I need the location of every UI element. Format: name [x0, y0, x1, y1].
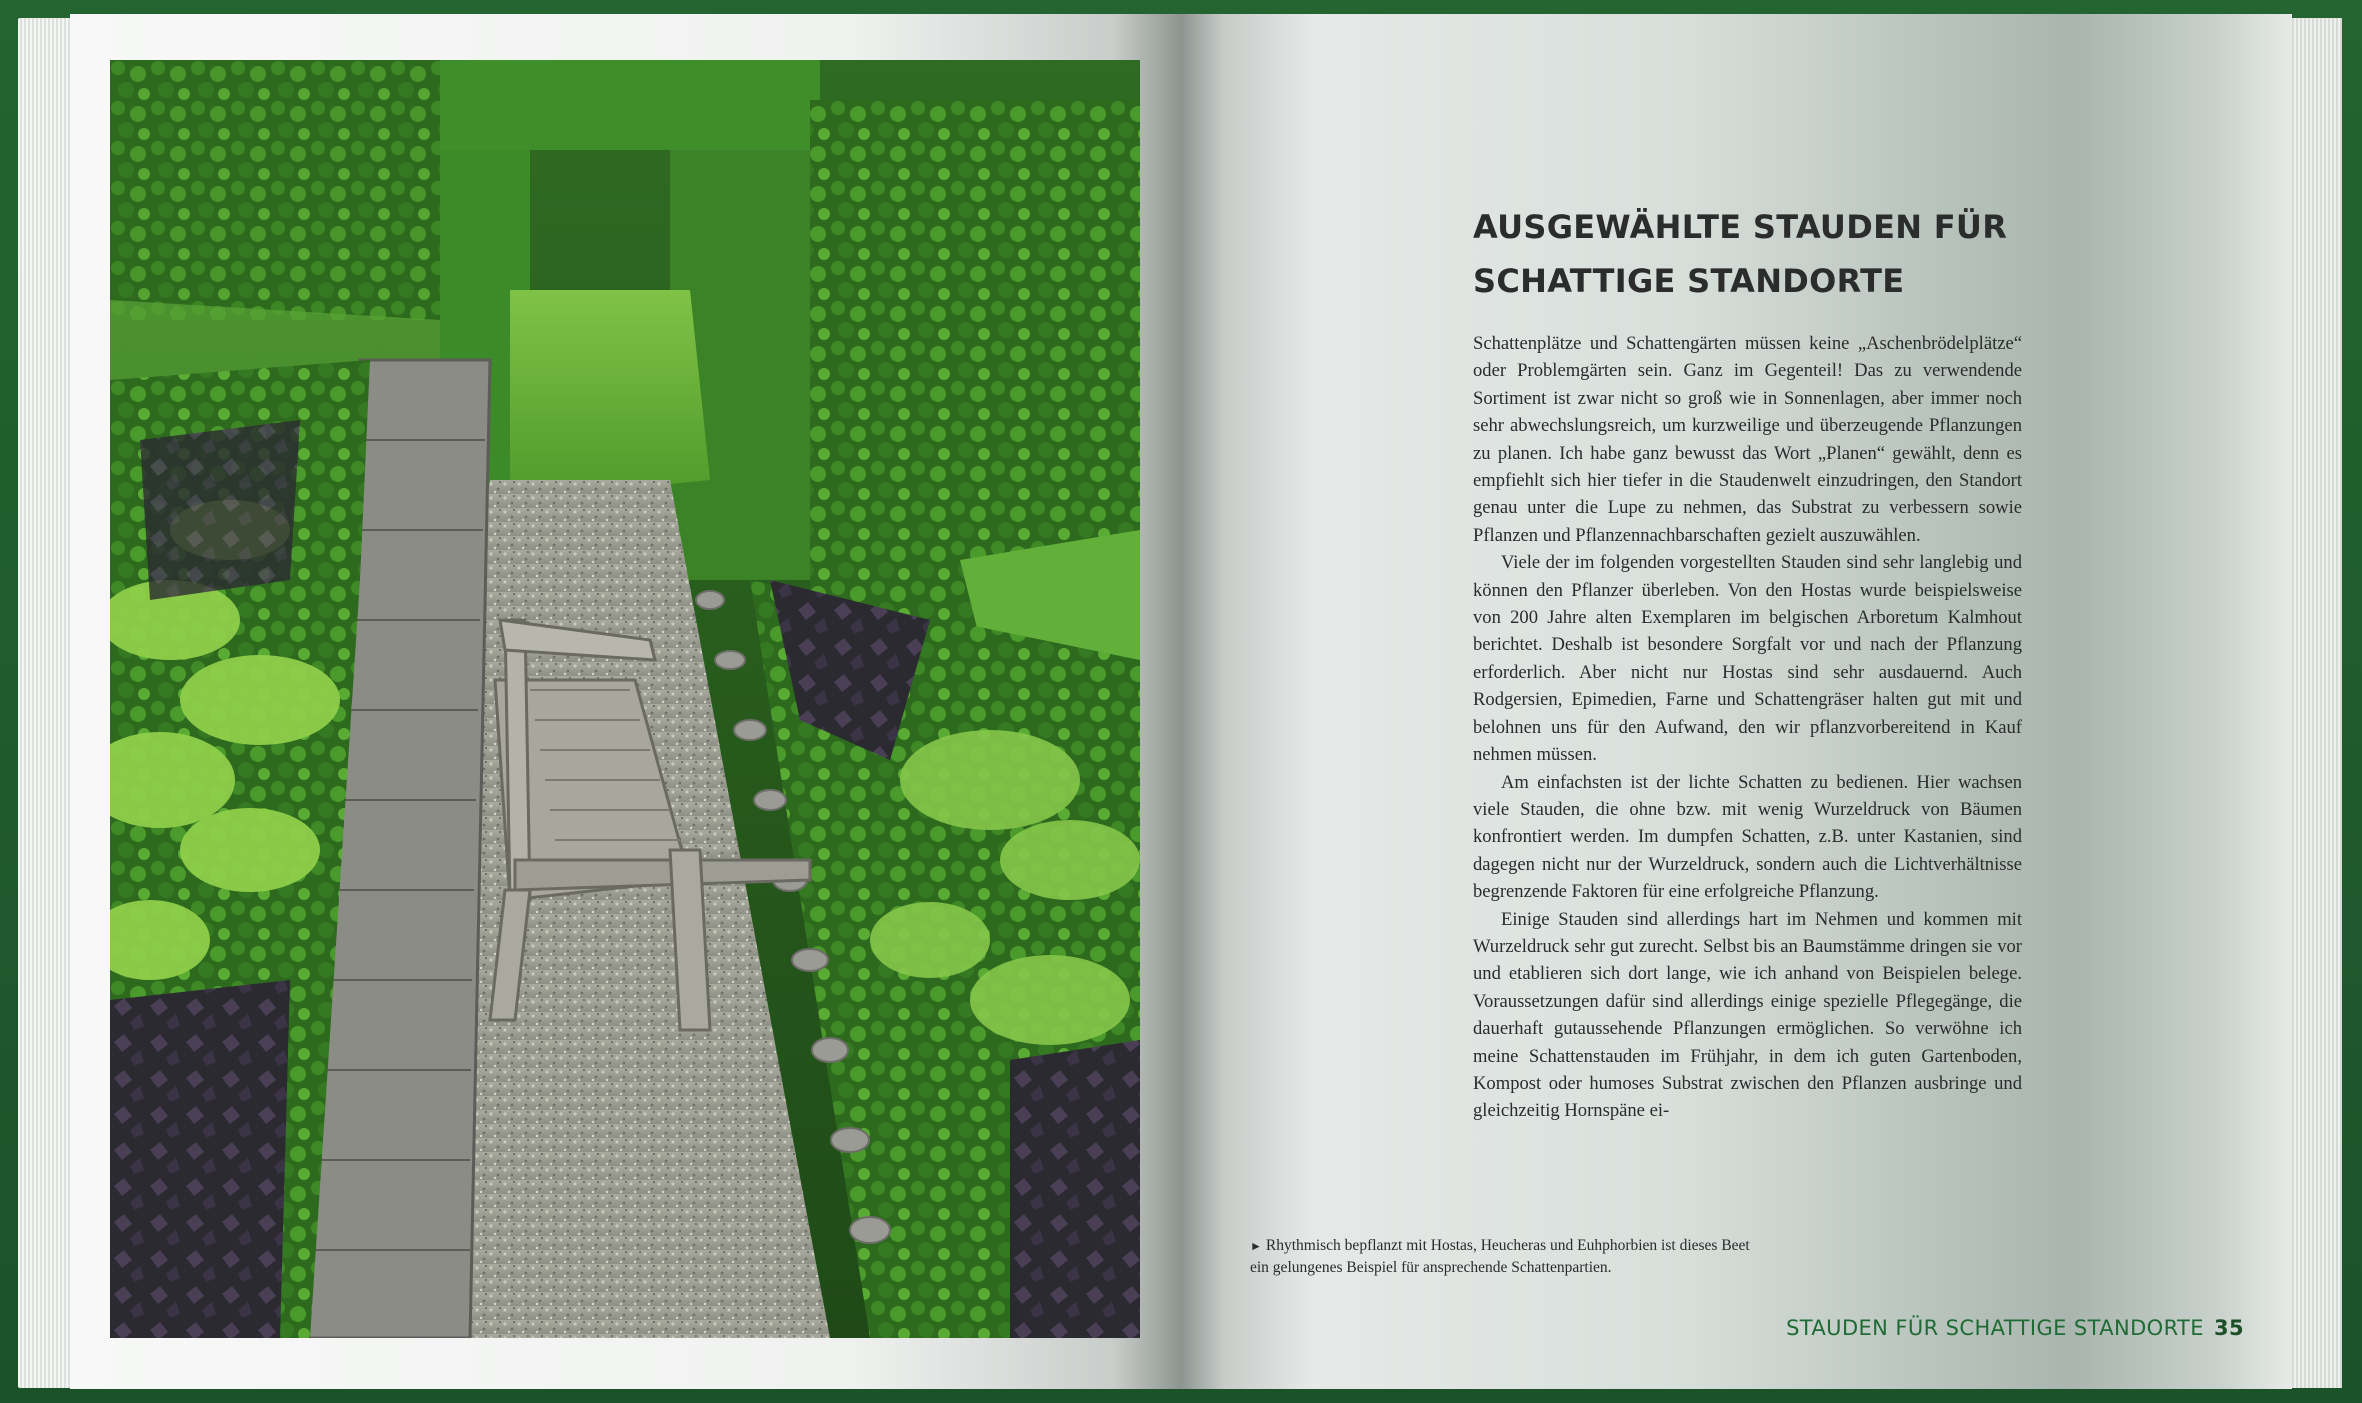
- garden-photo: [110, 60, 1140, 1338]
- running-footer: [1786, 1316, 2244, 1340]
- garden-photo-illustration: [110, 60, 1140, 1338]
- caption-text-1: Rhythmisch bepflanzt mit Hostas, Heucheras und Euhphorbien ist dieses Beet: [1265, 1237, 1750, 1254]
- running-head-title: STAUDEN FÜR SCHATTIGE STANDORTE: [1786, 1316, 2204, 1340]
- page-number: 35: [2213, 1316, 2244, 1340]
- paragraph-3: Am einfachsten ist der lichte Schatten zu bedienen. Hier wachsen viele Stauden, die ohne bzw. mit wenig Wurzeldruck von Bäumen konfrontiert werden. Im dumpfen Schatten, z.B. unter Kastanien, sind dagegen nicht nur der Wurzeldruck, sondern auch die Lichtverhältnisse begrenzende Faktoren für eine erfolgreiche Pflanzung.: [1473, 771, 2022, 903]
- paragraph-1: Schattenplätze und Schattengärten müssen keine „Aschenbrödelplätze“ oder Problemgärten sein. Ganz im Gegenteil! Das zu verwendende Sortiment ist zwar nicht so groß wie in Sonnenlagen, aber immer noch sehr abwechslungsreich, um kurzweilige und überzeugende Pflanzungen zu planen. Ich habe ganz bewusst das Wort „Planen“ gewählt, denn es empfiehlt sich hier tiefer in die Staudenwelt einzudringen, den Standort genau unter die Lupe zu nehmen, das Substrat zu verbessern sowie Pflanzen und Pflanzennachbarschaften gezielt auszuwählen.: [1473, 333, 2022, 546]
- photo-caption: [1250, 1235, 1850, 1279]
- chapter-heading: [1473, 200, 2073, 308]
- caption-line-2: ein gelungenes Beispiel für ansprechende Schattenpartien.: [1250, 1259, 1612, 1276]
- caption-arrow-icon: ►: [1250, 1239, 1262, 1253]
- heading-line-1: AUSGEWÄHLTE STAUDEN FÜR: [1473, 208, 2008, 246]
- heading-line-2: SCHATTIGE STANDORTE: [1473, 262, 1905, 300]
- right-page-edges: [2290, 18, 2342, 1388]
- paragraph-4: Einige Stauden sind allerdings hart im Nehmen und kommen mit Wurzeldruck sehr gut zurecht. Selbst bis an Baumstämme dringen sie vor und etablieren sich dort lange, wie ich anhand von Beispielen belege. Voraussetzungen dafür sind allerdings einige spezielle Pflegegänge, die dauerhaft gutaussehende Pflanzungen ermöglichen. So verwöhne ich meine Schattenstauden im Frühjahr, in dem ich guten Gartenboden, Kompost oder humoses Substrat zwischen den Pflanzen ausbringe und gleichzeitig Hornspäne ei-: [1473, 908, 2022, 1122]
- left-page-edges: [18, 18, 76, 1388]
- body-text: [1473, 330, 2022, 1125]
- caption-line-1: [1250, 1235, 1850, 1257]
- paragraph-2: Viele der im folgenden vorgestellten Stauden sind sehr langlebig und können den Pflanzer überleben. Von den Hostas wurde beispielsweise von 200 Jahre alten Exemplaren im belgischen Arboretum Kalmhout berichtet. Deshalb ist besondere Sorgfalt vor und nach der Pflanzung erforderlich. Aber nicht nur Hostas sind sehr ausdauernd. Auch Rodgersien, Epimedien, Farne und Schattengräser halten gut mit und belohnen uns für den Aufwand, den wir pflanzvorbereitend in Kauf nehmen müssen.: [1473, 552, 2022, 766]
